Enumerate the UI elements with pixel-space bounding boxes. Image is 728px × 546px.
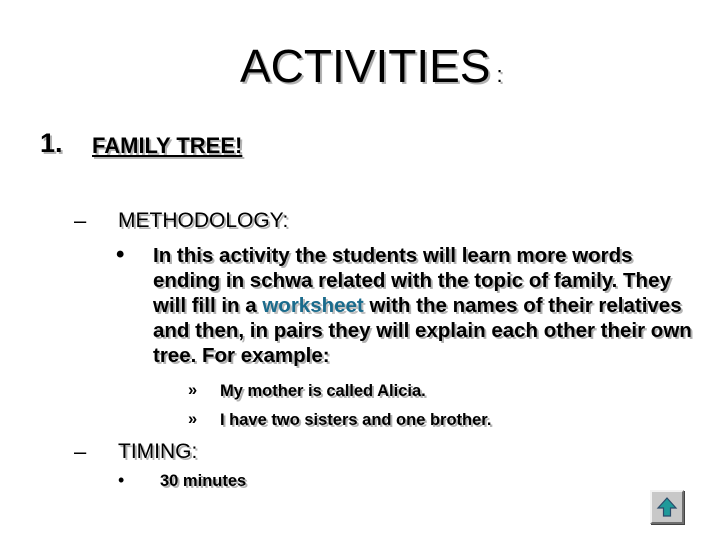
methodology-dash: – [74, 208, 87, 233]
example-2: I have two sisters and one brother. [220, 411, 492, 429]
title-colon: : [496, 62, 503, 87]
navigate-up-button[interactable] [650, 490, 684, 524]
paragraph-text-start: In this activity the students will learn more words ending in schwa related with the topic of family. They will fill in a [153, 244, 671, 317]
methodology-label: METHODOLOGY: [118, 209, 289, 232]
timing-value: 30 minutes [160, 472, 247, 490]
title-text: ACTIVITIES [240, 40, 491, 92]
example-1: My mother is called Alicia. [220, 382, 426, 400]
example-marker-1: » [188, 381, 198, 399]
timing-label: TIMING: [118, 440, 198, 463]
slide-title [240, 36, 503, 105]
methodology-paragraph [153, 243, 698, 368]
paragraph-text-end: with the names of their relatives and then, in pairs they will explain each other their own tree. For example: [153, 294, 692, 367]
item-title: FAMILY TREE! [92, 133, 243, 158]
timing-dash: – [74, 439, 87, 464]
worksheet-link[interactable]: worksheet [262, 294, 364, 317]
paragraph-bullet: • [116, 241, 125, 268]
up-arrow-icon [655, 495, 679, 519]
item-number: 1. [40, 128, 63, 158]
example-marker-2: » [188, 410, 198, 428]
timing-bullet: • [118, 470, 125, 490]
